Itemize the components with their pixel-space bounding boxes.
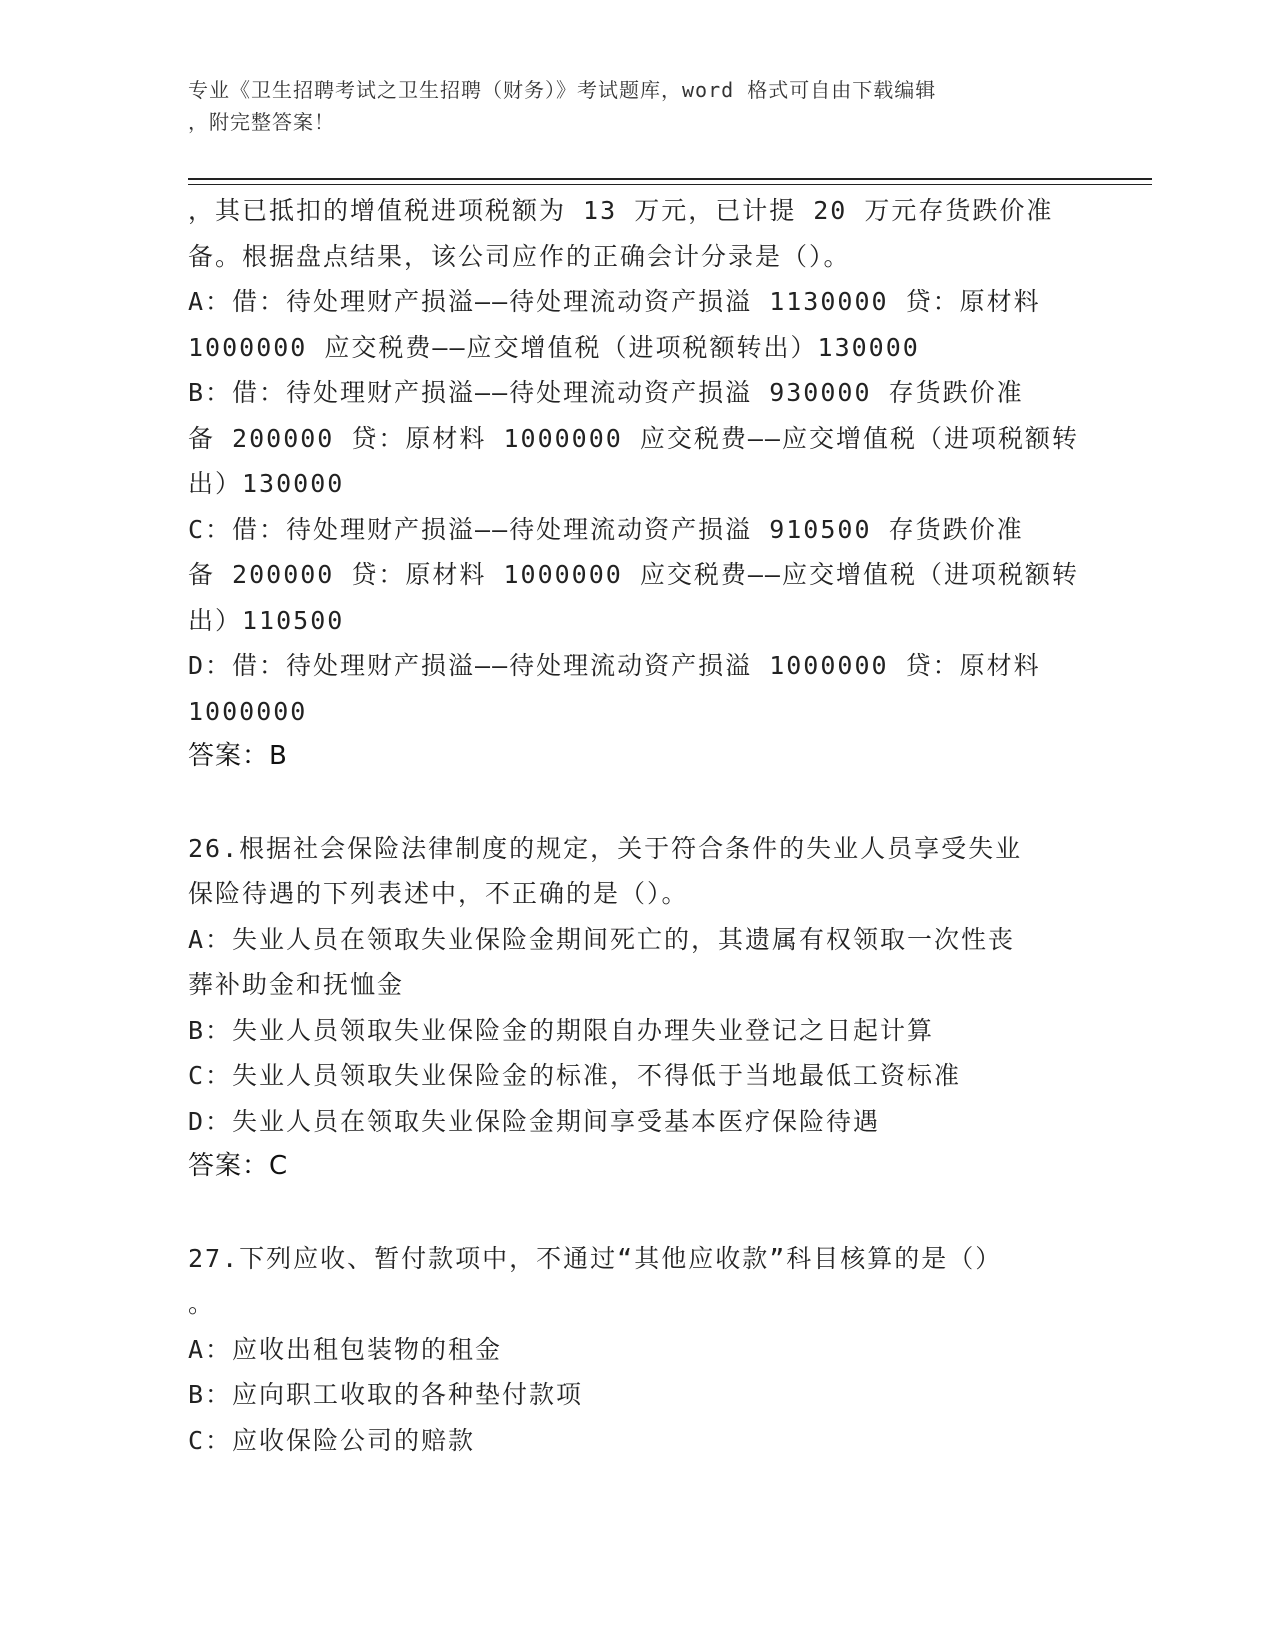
question-26 xyxy=(188,826,1088,1190)
answer-label: 答案：B xyxy=(188,741,288,771)
document-header xyxy=(188,74,1088,138)
question-stem-line: 27.下列应收、暂付款项中，不通过“其他应收款”科目核算的是（） xyxy=(188,1243,1003,1273)
option-c-line: C：应收保险公司的赔款 xyxy=(188,1425,476,1455)
option-d-line: D：借：待处理财产损溢——待处理流动资产损溢 1000000 贷：原材料 xyxy=(188,651,1041,680)
option-a-line: A：失业人员在领取失业保险金期间死亡的，其遗属有权领取一次性丧 xyxy=(188,924,1016,954)
option-d-line: 1000000 xyxy=(188,696,308,726)
question-stem-line: 26.根据社会保险法律制度的规定，关于符合条件的失业人员享受失业 xyxy=(188,833,1023,863)
option-a-line: 葬补助金和抚恤金 xyxy=(188,970,405,999)
option-b-line: B：借：待处理财产损溢——待处理流动资产损溢 930000 存货跌价准 xyxy=(188,378,1024,407)
question-stem-line: 。 xyxy=(188,1289,216,1318)
option-a-line: A：应收出租包装物的租金 xyxy=(188,1334,503,1364)
option-c-line: C：失业人员领取失业保险金的标准，不得低于当地最低工资标准 xyxy=(188,1061,962,1090)
option-c-line: C：借：待处理财产损溢——待处理流动资产损溢 910500 存货跌价准 xyxy=(188,514,1024,544)
question-stem-line: ，其已抵扣的增值税进项税额为 13 万元，已计提 20 万元存货跌价准 xyxy=(188,196,1054,225)
option-d-line: D：失业人员在领取失业保险金期间享受基本医疗保险待遇 xyxy=(188,1106,881,1136)
option-c-line: 出）110500 xyxy=(188,605,345,635)
question-stem-line: 保险待遇的下列表述中，不正确的是（）。 xyxy=(188,879,689,908)
option-b-line: B：失业人员领取失业保险金的期限自办理失业登记之日起计算 xyxy=(188,1015,935,1045)
option-b-line: 备 200000 贷：原材料 1000000 应交税费——应交增值税（进项税额转 xyxy=(188,423,1079,453)
header-line: ，附完整答案！ xyxy=(188,110,335,134)
question-list xyxy=(188,188,1088,1463)
option-b-line: B：应向职工收取的各种垫付款项 xyxy=(188,1380,584,1409)
question-27 xyxy=(188,1236,1088,1464)
option-a-line: 1000000 应交税费——应交增值税（进项税额转出）130000 xyxy=(188,332,920,362)
question-spacer xyxy=(188,1190,1088,1236)
header-divider-thick xyxy=(188,178,1152,180)
header-divider-thin xyxy=(188,184,1152,185)
header-line: 专业《卫生招聘考试之卫生招聘（财务）》考试题库，word 格式可自由下载编辑 xyxy=(188,78,937,102)
option-c-line: 备 200000 贷：原材料 1000000 应交税费——应交增值税（进项税额转 xyxy=(188,560,1079,589)
option-b-line: 出）130000 xyxy=(188,469,345,498)
answer-label: 答案：C xyxy=(188,1151,289,1181)
option-a-line: A：借：待处理财产损溢——待处理流动资产损溢 1130000 贷：原材料 xyxy=(188,287,1041,316)
question-25 xyxy=(188,188,1088,780)
question-stem-line: 备。根据盘点结果，该公司应作的正确会计分录是（）。 xyxy=(188,241,851,271)
question-spacer xyxy=(188,780,1088,826)
